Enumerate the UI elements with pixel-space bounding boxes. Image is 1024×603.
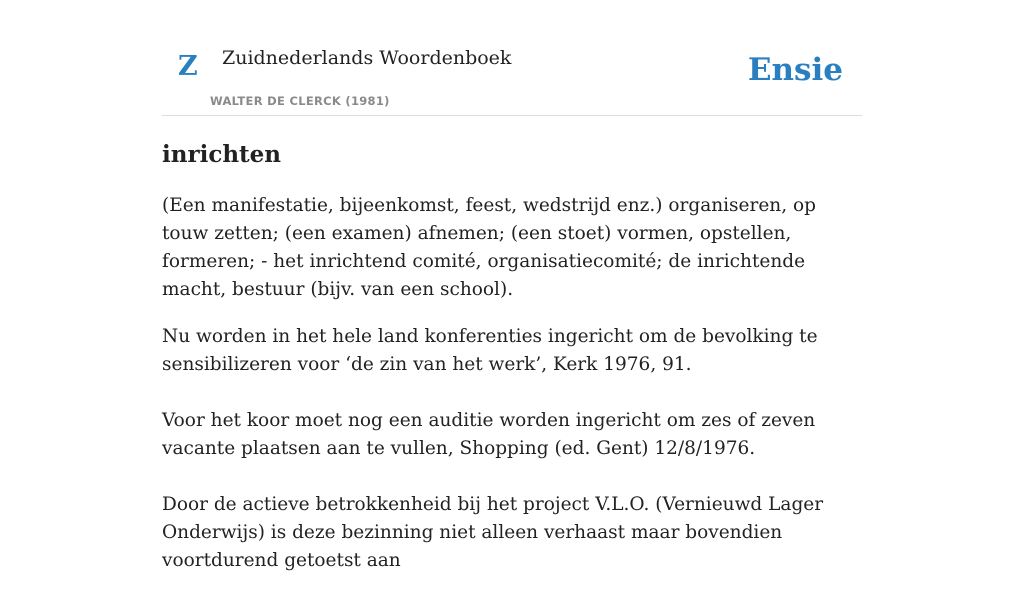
header: [162, 0, 862, 116]
example-sentence: Nu worden in het hele land konferenties ingericht om de bevolking te sensibilizeren voor ‘de zin van het werk’, Kerk 1976, 91.: [162, 326, 818, 375]
entry-definition: (Een manifestatie, bijeenkomst, feest, wedstrijd enz.) organiseren, op touw zetten; (een examen) afnemen; (een stoet) vormen, opstellen, formeren; - het inrichtend comité, organisatiecomité; de inrichtende macht, bestuur (bijv. van een school).: [162, 195, 816, 300]
example-sentence: Voor het koor moet nog een auditie worden ingericht om zes of zeven vacante plaatsen aan te vullen, Shopping (ed. Gent) 12/8/1976.: [162, 410, 816, 459]
page: [162, 0, 862, 571]
example-sentence: Door de actieve betrokkenheid bij het project V.L.O. (Vernieuwd Lager Onderwijs) is deze bezinning niet alleen verhaast maar bovendien voortdurend getoetst aan: [162, 494, 824, 571]
entry-headword: inrichten: [162, 141, 282, 168]
dictionary-author: WALTER DE CLERCK (1981): [210, 94, 390, 108]
ensie-logo-link[interactable]: Ensie: [747, 52, 843, 88]
entry-body: [162, 192, 862, 603]
dictionary-title[interactable]: Zuidnederlands Woordenboek: [222, 47, 512, 69]
dictionary-logo[interactable]: Z: [178, 51, 198, 82]
